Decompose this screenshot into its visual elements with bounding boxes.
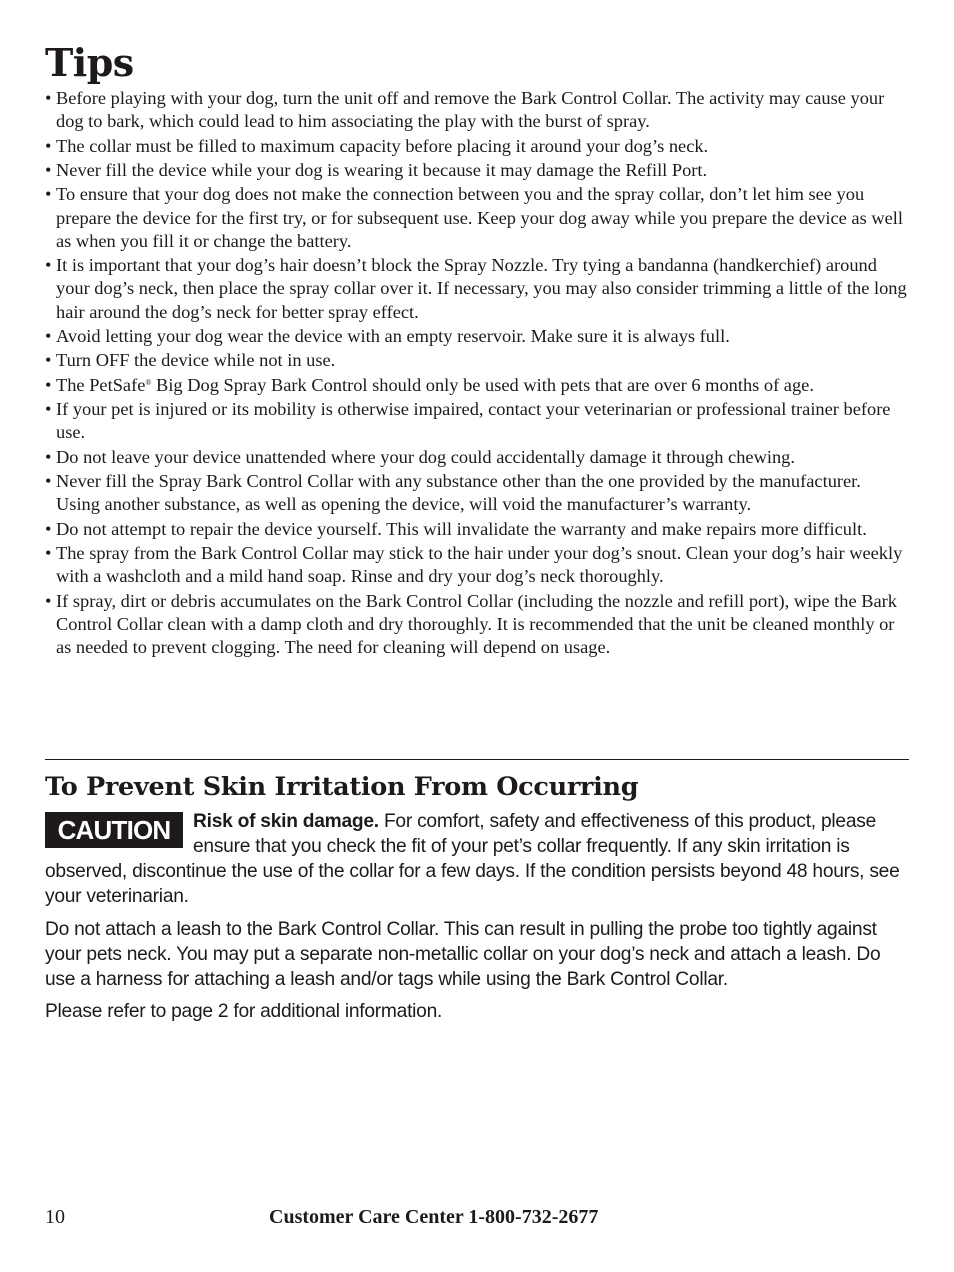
- refer-paragraph: Please refer to page 2 for additional information.: [45, 1001, 443, 1022]
- list-item: [45, 349, 909, 372]
- tips-list: [45, 87, 909, 661]
- tip-text: Before playing with your dog, turn the unit off and remove the Bark Control Collar. The activity may cause your dog to bark, which could lead to him associating the play with the burst of spray.: [56, 88, 885, 132]
- bullet-icon: •: [45, 471, 52, 492]
- registered-mark: ®: [145, 377, 152, 387]
- bullet-icon: •: [45, 399, 52, 420]
- leash-paragraph: Do not attach a leash to the Bark Control Collar. This can result in pulling the probe too tightly against your pets neck. You may put a separate non-metallic collar on your dog’s neck and attach a leash. Do use a harness for attaching a leash and/or tags while using the Bark Control Collar.: [45, 919, 881, 990]
- page-footer: [45, 1204, 909, 1230]
- list-item: [45, 398, 909, 444]
- tip-text: Big Dog Spray Bark Control should only be used with pets that are over 6 months of age.: [151, 374, 814, 395]
- customer-care-contact: Customer Care Center 1-800-732-2677: [269, 1206, 599, 1228]
- list-item: [45, 135, 909, 158]
- bullet-icon: •: [45, 135, 52, 156]
- tip-text: Avoid letting your dog wear the device with an empty reservoir. Make sure it is always full.: [56, 325, 730, 346]
- bullet-icon: •: [45, 325, 52, 346]
- list-item: [45, 159, 909, 182]
- tip-text: Do not attempt to repair the device yourself. This will invalidate the warranty and make repairs more difficult.: [56, 518, 867, 539]
- caution-block: [45, 809, 909, 1024]
- section-divider: [45, 759, 909, 760]
- bullet-icon: •: [45, 255, 52, 276]
- manual-page: [45, 0, 909, 1272]
- bullet-icon: •: [45, 350, 52, 371]
- page-title: Tips: [45, 40, 134, 85]
- caution-badge: CAUTION: [45, 812, 183, 848]
- tip-text: Never fill the Spray Bark Control Collar with any substance other than the one provided by the manufacturer. Using another substance, as well as opening the device, will void the manufacturer’s warranty.: [56, 471, 861, 515]
- list-item: [45, 446, 909, 469]
- bullet-icon: •: [45, 518, 52, 539]
- tip-text: The collar must be filled to maximum capacity before placing it around your dog’s neck.: [56, 135, 709, 156]
- list-item: [45, 87, 909, 133]
- list-item: [45, 470, 909, 516]
- page-number: 10: [45, 1206, 65, 1228]
- tip-text: The PetSafe: [56, 374, 146, 395]
- bullet-icon: •: [45, 543, 52, 564]
- bullet-icon: •: [45, 446, 52, 467]
- tip-text: It is important that your dog’s hair doesn’t block the Spray Nozzle. Try tying a bandanna (handkerchief) around your dog’s neck, then place the spray collar over it. If necessary, you may also consider trimming a little of the long hair around the dog’s neck for better spray effect.: [56, 255, 907, 322]
- list-item: [45, 542, 909, 588]
- list-item: [45, 374, 909, 397]
- list-item: [45, 183, 909, 253]
- tip-text: If spray, dirt or debris accumulates on the Bark Control Collar (including the nozzle and refill port), wipe the Bark Control Collar clean with a damp cloth and dry thoroughly. It is recommended that the unit be cleaned monthly or as needed to prevent clogging. The need for cleaning will depend on usage.: [56, 590, 897, 658]
- tip-text: To ensure that your dog does not make the connection between you and the spray collar, don’t let him see you prepare the device for the first try, or for subsequent use. Keep your dog away while you prepare the device as well as when you fill it or change the battery.: [56, 184, 904, 251]
- caution-lead: Risk of skin damage.: [193, 811, 379, 832]
- bullet-icon: •: [45, 159, 52, 180]
- bullet-icon: •: [45, 374, 52, 395]
- list-item: [45, 325, 909, 348]
- tip-text: Do not leave your device unattended where your dog could accidentally damage it through chewing.: [56, 446, 795, 467]
- bullet-icon: •: [45, 184, 52, 205]
- tip-text: Never fill the device while your dog is wearing it because it may damage the Refill Port.: [56, 159, 708, 180]
- tip-text: If your pet is injured or its mobility is otherwise impaired, contact your veterinarian or professional trainer before use.: [56, 399, 891, 443]
- list-item: [45, 254, 909, 324]
- section-heading: To Prevent Skin Irritation From Occurring: [45, 772, 639, 802]
- bullet-icon: •: [45, 590, 52, 611]
- list-item: [45, 590, 909, 660]
- tip-text: The spray from the Bark Control Collar may stick to the hair under your dog’s snout. Clean your dog’s hair weekly with a washcloth and a mild hand soap. Rinse and dry your dog’s neck thoroughly.: [56, 543, 903, 587]
- caution-text: For comfort, safety and effectiveness of this product, please ensure that you check the fit of your pet’s collar frequently. If any skin irritation is observed, discontinue the use of the collar for a few days. If the condition persists beyond 48 hours, see your veterinarian.: [45, 811, 900, 907]
- list-item: [45, 518, 909, 541]
- bullet-icon: •: [45, 88, 52, 108]
- tip-text: Turn OFF the device while not in use.: [56, 350, 336, 371]
